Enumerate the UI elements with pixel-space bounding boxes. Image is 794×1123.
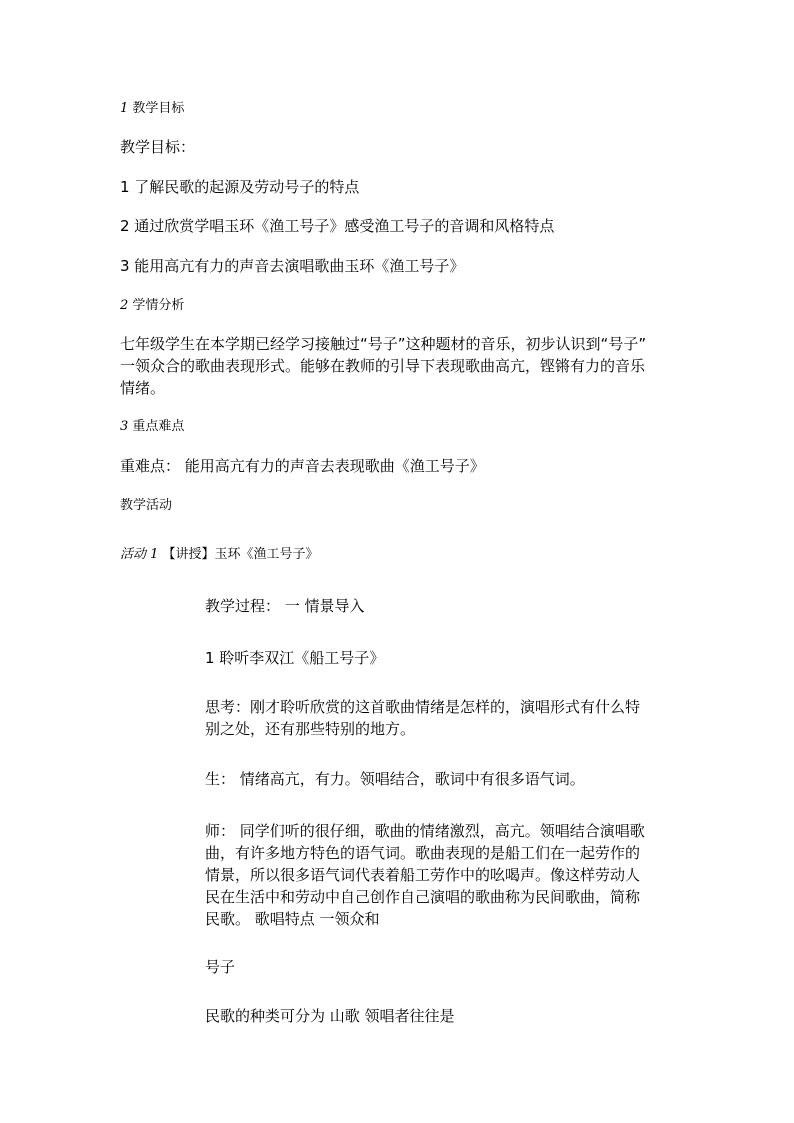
objective-item: 2 通过欣赏学唱玉环《渔工号子》感受渔工号子的音调和风格特点 <box>120 217 555 235</box>
section-heading-goals <box>120 98 184 120</box>
key-point: 重难点： 能用高亢有力的声音去表现歌曲《渔工号子》 <box>120 457 485 475</box>
section-heading-keypoints <box>120 416 184 438</box>
section-title: 教学目标 <box>132 101 185 116</box>
analysis-line: 情绪。 <box>120 379 166 397</box>
analysis-line: 一领众合的歌曲表现形式。能够在教师的引导下表现歌曲高亢，铿锵有力的音乐 <box>120 357 646 375</box>
objective-item: 1 了解民歌的起源及劳动号子的特点 <box>120 178 360 196</box>
haozi-line: 号子 <box>205 958 236 976</box>
teacher-line: 师： 同学们听的很仔细，歌曲的情绪激烈，高亢。领唱结合演唱歌 <box>205 822 645 840</box>
activity-label: 活动 1 <box>120 547 159 562</box>
think-line: 思考：刚才聆听欣赏的这首歌曲情绪是怎样的，演唱形式有什么特 <box>205 698 641 716</box>
section-number: 1 <box>120 101 129 116</box>
types-line: 民歌的种类可分为 山歌 领唱者往往是 <box>205 1007 455 1025</box>
process-heading: 教学过程： 一 情景导入 <box>205 597 365 615</box>
teacher-line: 民歌。 歌唱特点 一领众和 <box>205 910 380 928</box>
section-number: 3 <box>120 419 129 434</box>
teacher-line: 民在生活中和劳动中自己创作自己演唱的歌曲称为民间歌曲，简称 <box>205 888 641 906</box>
section-heading-analysis <box>120 295 184 317</box>
teacher-line: 曲，有许多地方特色的语气词。歌曲表现的是船工们在一起劳作的 <box>205 844 641 862</box>
activity-title: 【讲授】玉环《渔工号子》 <box>162 547 319 562</box>
section-title: 学情分析 <box>132 298 185 313</box>
activities-heading: 教学活动 <box>120 498 173 513</box>
listen-item: 1 聆听李双江《船工号子》 <box>205 649 385 667</box>
objectives-heading: 教学目标： <box>120 138 196 156</box>
teacher-line: 情景，所以很多语气词代表着船工劳作中的吆喝声。像这样劳动人 <box>205 866 641 884</box>
analysis-line: 七年级学生在本学期已经学习接触过“号子”这种题材的音乐，初步认识到“号子” <box>120 335 647 353</box>
think-line: 别之处，还有那些特别的地方。 <box>205 720 416 738</box>
student-answer: 生： 情绪高亢，有力。领唱结合，歌词中有很多语气词。 <box>205 770 585 788</box>
activity-heading <box>120 544 319 566</box>
objective-item: 3 能用高亢有力的声音去演唱歌曲玉环《渔工号子》 <box>120 257 465 275</box>
section-number: 2 <box>120 298 129 313</box>
section-title: 重点难点 <box>132 419 185 434</box>
